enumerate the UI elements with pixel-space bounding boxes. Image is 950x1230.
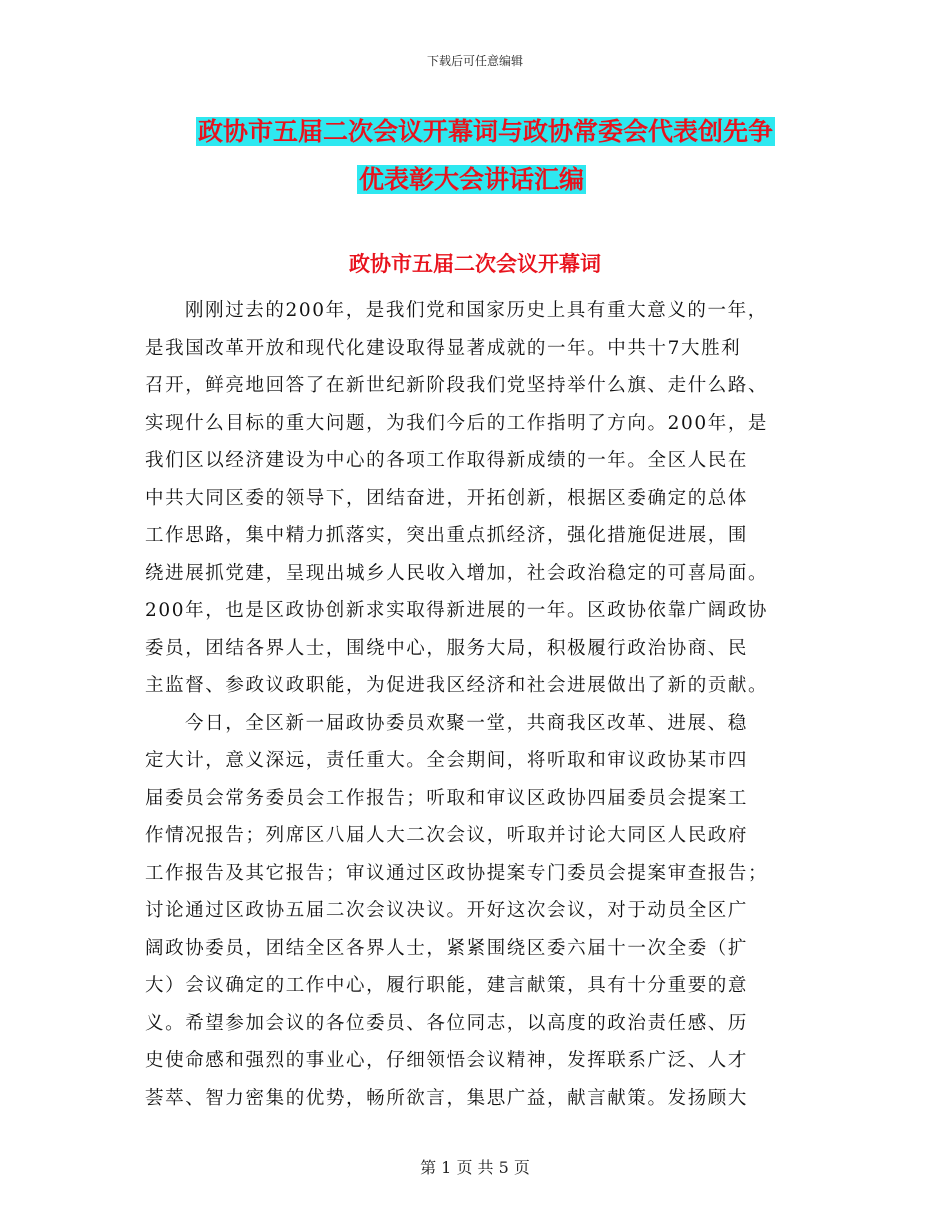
section-title: 政协市五届二次会议开幕词: [349, 251, 601, 276]
header-note: 下载后可任意编辑: [426, 54, 523, 68]
body-line: 主监督、参政议政职能，为促进我区经济和社会进展做出了新的贡献。: [145, 675, 769, 696]
body-line: 工作思路，集中精力抓落实，突出重点抓经济，强化措施促进展，围: [145, 525, 749, 546]
body-line: 大）会议确定的工作中心，履行职能，建言献策，具有十分重要的意: [145, 975, 749, 996]
body-line: 义。希望参加会议的各位委员、各位同志，以高度的政治责任感、历: [145, 1012, 749, 1034]
body-line: 荟萃、智力密集的优势，畅所欲言，集思广益，献言献策。发扬顾大: [145, 1087, 749, 1109]
body-line: 作情况报告；列席区八届人大二次会议，听取并讨论大同区人民政府: [145, 825, 749, 846]
title-line-2-text: 优表彰大会讲话汇编: [359, 165, 585, 194]
body-line: 阔政协委员，团结全区各界人士，紧紧围绕区委六届十一次全委（扩: [145, 937, 749, 959]
body-line: 200年，也是区政协创新求实取得新进展的一年。区政协依靠广阔政协: [145, 600, 769, 621]
body-line: 史使命感和强烈的事业心，仔细领悟会议精神，发挥联系广泛、人才: [145, 1050, 749, 1071]
body-line: 实现什么目标的重大问题，为我们今后的工作指明了方向。200年，是: [145, 412, 769, 434]
title-line-1-text: 政协市五届二次会议开幕词与政协常委会代表创先争: [198, 117, 774, 146]
body-line: 工作报告及其它报告；审议通过区政协提案专门委员会提案审查报告；: [145, 862, 769, 884]
title-line-2: [357, 156, 810, 204]
body-line: 刚刚过去的200年，是我们党和国家历史上具有重大意义的一年，: [185, 300, 768, 321]
body-line: 届委员会常务委员会工作报告；听取和审议区政协四届委员会提案工: [145, 787, 749, 809]
body-line: 召开，鲜亮地回答了在新世纪新阶段我们党坚持举什么旗、走什么路、: [145, 375, 769, 396]
body-line: 我们区以经济建设为中心的各项工作取得新成绩的一年。全区人民在: [145, 450, 749, 471]
page-footer: 第 1 页 共 5 页: [420, 1158, 530, 1177]
body-line: 今日，全区新一届政协委员欢聚一堂，共商我区改革、进展、稳: [185, 712, 748, 734]
title-line-1: [196, 108, 810, 156]
body-line: 中共大同区委的领导下，团结奋进，开拓创新，根据区委确定的总体: [145, 487, 749, 509]
body-line: 绕进展抓党建，呈现出城乡人民收入增加，社会政治稳定的可喜局面。: [145, 562, 769, 584]
body-line: 讨论通过区政协五届二次会议决议。开好这次会议，对于动员全区广: [145, 900, 749, 921]
document-title: [190, 108, 810, 204]
body-line: 定大计，意义深远，责任重大。全会期间，将听取和审议政协某市四: [145, 750, 749, 771]
body-text: [145, 292, 805, 1117]
body-line: 委员，团结各界人士，围绕中心，服务大局，积极履行政治协商、民: [145, 637, 749, 659]
body-line: 是我国改革开放和现代化建设取得显著成就的一年。中共十7大胜利: [145, 337, 742, 359]
